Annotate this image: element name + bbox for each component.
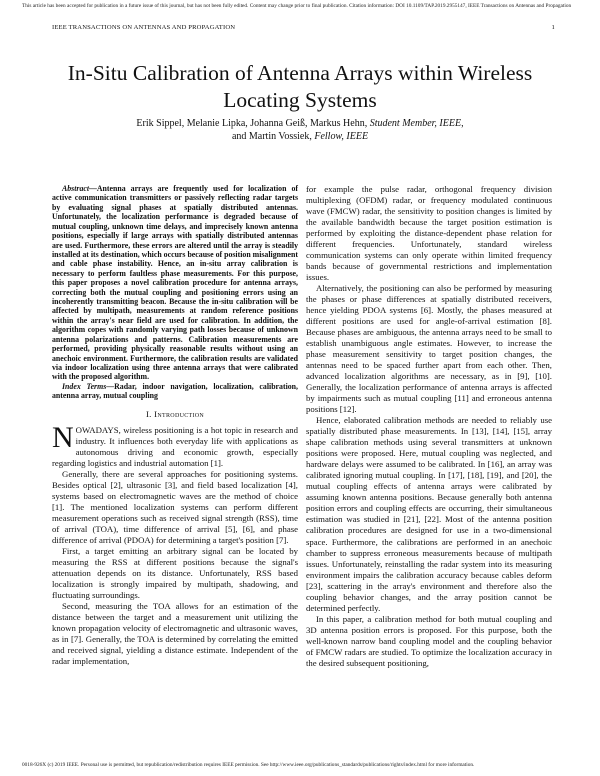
paper-title: In-Situ Calibration of Antenna Arrays within Wireless Locating Systems xyxy=(67,61,533,112)
body-paragraph: Hence, elaborated calibration methods are needed to reliably use spatially distributed phase measurements. In [13], [14], [15], array shape calibration methods using several transmitters at unknown positions were proposed. Here, mutual coupling was neglected, and hardware delays were assumed to be calibrated. In [16], an array was calibrated ignoring mutual coupling. In [17], [18], [19], and [20], the mutual coupling effects of antenna arrays were calibrated by assuming known antenna positions. Because generally both antenna position errors and coupling effects are occurring, their simultaneous estimation was studied in [21], [22]. Most of the antenna position calibration procedures are designed for use in a two-dimensional space. Furthermore, the calibrations are performed in an anechoic chamber to suppress erroneous measurements because of multipath issues. Unfortunately, reinstalling the radar system into its measuring environment impairs the calibration accuracy because cables deform [23], scattering in the array's environment and therefore also the coupling behavior changes, and the array position cannot be determined perfectly. xyxy=(306,415,552,613)
running-header xyxy=(52,24,555,31)
author-list xyxy=(60,117,540,143)
body-paragraph: for example the pulse radar, orthogonal frequency division multiplexing (OFDM) radar, or frequency modulated continuous wave (FMCW) radar, the sensitivity to position changes is limited by the available bandwidth because the target position estimation is performed by exploiting the distance-dependent phase relation for different frequencies. Unfortunately, standard wireless communication systems can only operate within limited frequency bands because of governmental restrictions and implementation issues. xyxy=(306,184,552,283)
author-role-1: Student Member, IEEE, xyxy=(369,118,464,129)
index-terms-label: Index Terms xyxy=(62,381,107,391)
body-paragraph: Generally, there are several approaches for positioning systems. Besides optical [2], ultrasonic [3], and field based localization [4], systems based on electromagnetic waves are the method of choice [1]. The mentioned localization systems can perform different measurement operations such as received signal strength (RSS), time of arrival (TOA), time difference of arrival [5], [6], and phase difference of arrival (PDOA) for determining a target's position [7]. xyxy=(52,468,298,545)
author-line-1: Erik Sippel, Melanie Lipka, Johanna Geiß, Markus Hehn, Student Member, IEEE, xyxy=(136,118,464,129)
left-column xyxy=(52,184,298,667)
index-terms-text: —Radar, indoor navigation, localization, calibration, antenna array, mutual coupling xyxy=(52,381,298,401)
abstract-text: —Antenna arrays are frequently used for localization of active communication transmitters or passively reflecting radar targets by evaluating signal phases at spatially distributed antennas. Unfortunately, the localization performance is degraded because of mutual coupling, unknown time delays, and imprecisely known antenna positions, especially if large arrays with spatially distributed antennas are used. Furthermore, these errors are altered until the array is steadily installed at its destination, which occurs because of position misalignment and cable phase instability. Hence, an in-situ array calibration is necessary to perform faultless phase measurements. For this purpose, this paper proposes a novel calibration procedure for antenna arrays, correcting both the mutual coupling and positioning errors using an incoherently transmitting beacon. Because the in-situ calibration will be affected by multipath, measurements at random reference positions within the array's near field are used for calibration. In addition, the algorithm copes with randomly varying path losses because of unknown antenna polarizations and patterns. Calibration measurements are performed, providing physically reasonable results without using an anechoic environment. Furthermore, the calibration results are validated via indoor localization using three antenna arrays that were calibrated with the proposed algorithm. xyxy=(52,184,298,382)
body-paragraph: First, a target emitting an arbitrary signal can be located by measuring the RSS at different positions because the signal's attenuation depends on its distance. Unfortunately, RSS based localization is strongly impaired by multipath, shadowing, and fluctuating surroundings. xyxy=(52,545,298,600)
body-paragraph: Alternatively, the positioning can also be performed by measuring the phases or phase differences at spatially distributed receivers, hence yielding PDOA systems [6]. Mostly, the phases measured at different positions are used for angle-of-arrival estimation [8]. Because phases are ambiguous, the antenna arrays need to be small to establish unambiguous angle estimates. However, to increase the phase measurement sensitivity to target position changes, the antennas need to be spaced further apart from each other. Then, advanced localization algorithms are necessary, as in [9], [10]. Generally, the localization performance of antenna arrays is affected by impairments such as mutual coupling [11] and erroneous antenna positions [12]. xyxy=(306,283,552,415)
right-column xyxy=(306,184,552,669)
drop-cap: N xyxy=(52,420,74,454)
author-line-2: and Martin Vossiek, Fellow, IEEE xyxy=(231,131,369,142)
author-role-2: Fellow, IEEE xyxy=(314,131,369,142)
copyright-footer: 0018-926X (c) 2019 IEEE. Personal use is permitted, but republication/redistribution requires IEEE permission. See http://www.ieee.org/publications_standards/publications/rights/index.html for more information. xyxy=(22,762,475,768)
intro-paragraph: NOWADAYS, wireless positioning is a hot topic in research and industry. It influences both everyday life with applications as autonomous driving and economic growth, especially regarding logistics and industrial automation [1]. xyxy=(52,420,298,468)
page-number: 1 xyxy=(551,24,555,31)
journal-name: IEEE TRANSACTIONS ON ANTENNAS AND PROPAGATION xyxy=(52,24,236,31)
section-title: I. Introduction xyxy=(145,408,205,419)
publication-note: This article has been accepted for publication in a future issue of this journal, but has not been fully edited. Content may change prior to final publication. Citation information: DOI 10.1109/TAP.2019.2955147, IEEE Transactions on Antennas and Propagation xyxy=(22,3,572,9)
abstract-label: Abstract xyxy=(62,184,90,193)
abstract xyxy=(52,184,298,382)
intro-first-word: OWADAYS, xyxy=(75,424,121,435)
body-paragraph: Second, measuring the TOA allows for an estimation of the distance between the target and a measurement unit utilizing the known propagation velocity of electromagnetic and ultrasonic waves, as in [7]. Generally, the TOA is determined by correlating the emitted and received signal, yielding a distance estimate. Independent of the radar implementation, xyxy=(52,600,298,667)
body-paragraph: In this paper, a calibration method for both mutual coupling and 3D antenna position errors is proposed. For this purpose, both the well-known narrow band coupling model and the coupling behavior of FMCW radars are studied. To optimize the localization accuracy in the desired subsequent positioning, xyxy=(306,613,552,668)
index-terms xyxy=(52,382,298,401)
